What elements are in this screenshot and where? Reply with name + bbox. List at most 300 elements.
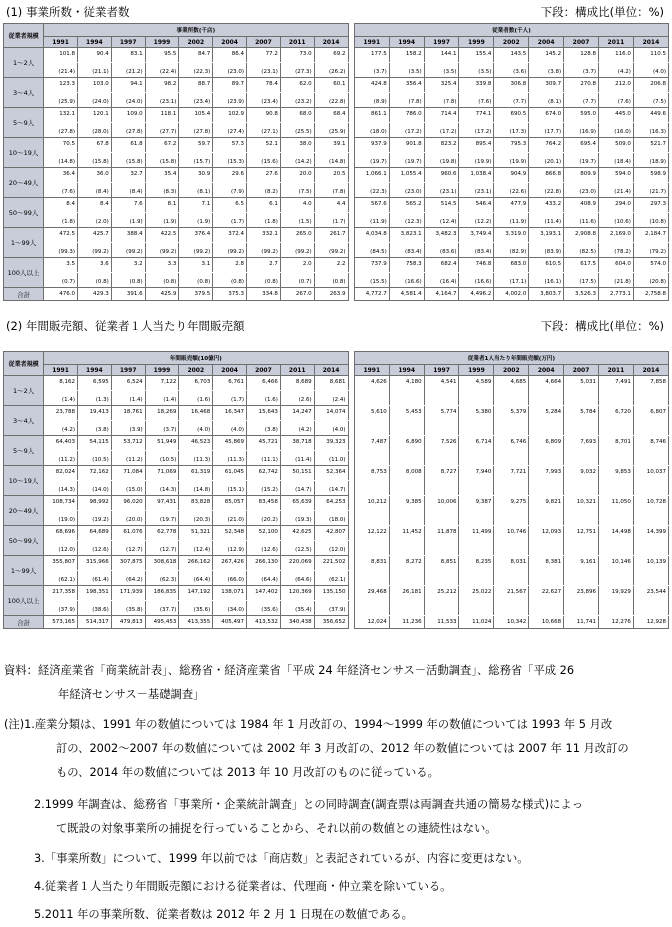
table-cell-value: 90.4 bbox=[77, 48, 111, 63]
table-cell-value: 823.2 bbox=[424, 138, 459, 153]
table-cell-value: 46,523 bbox=[179, 436, 213, 451]
table-cell-value: 7,721 bbox=[494, 466, 529, 496]
table-cell-share: (83.6) bbox=[424, 243, 459, 258]
table-cell-share: (22.8) bbox=[529, 183, 564, 198]
table-cell-value: 62,778 bbox=[145, 526, 179, 541]
table-cell-share: (14.8) bbox=[314, 153, 348, 168]
table-cell-value: 774.1 bbox=[459, 108, 494, 123]
table-cell-value: 4,626 bbox=[354, 376, 389, 406]
table-cell-value: 306.8 bbox=[494, 78, 529, 93]
table-cell-share: (1.6) bbox=[179, 391, 213, 406]
table-cell-share: (27.8) bbox=[179, 123, 213, 138]
table-cell-value: 144.1 bbox=[424, 48, 459, 63]
table-cell-value: 69.2 bbox=[314, 48, 348, 63]
table-cell-share: (3.9) bbox=[111, 421, 145, 436]
table-cell-share: (35.6) bbox=[247, 601, 281, 616]
year-header: 2004 bbox=[529, 37, 564, 48]
total-cell: 12,276 bbox=[598, 616, 633, 629]
size-class-label: 50～99人 bbox=[4, 198, 44, 228]
table-cell-value: 11,452 bbox=[389, 526, 424, 556]
table-cell-value: 4.0 bbox=[280, 198, 314, 213]
total-cell: 11,236 bbox=[389, 616, 424, 629]
group-a-header: 年間販売額(10億円) bbox=[44, 352, 348, 365]
table-cell-share: (83.4) bbox=[459, 243, 494, 258]
table-cell-share: (3.8) bbox=[529, 63, 564, 78]
table-cell-value: 14,074 bbox=[314, 406, 348, 421]
table-cell-value: 6,720 bbox=[598, 406, 633, 436]
year-header: 2004 bbox=[213, 37, 247, 48]
table-cell-value: 2.0 bbox=[280, 258, 314, 273]
table-cell-value: 98.2 bbox=[145, 78, 179, 93]
table-cell-value: 472.5 bbox=[44, 228, 78, 243]
table-cell-value: 5,453 bbox=[389, 406, 424, 436]
size-class-label: 20～49人 bbox=[4, 168, 44, 198]
size-class-label: 3～4人 bbox=[4, 406, 44, 436]
table-cell-value: 309.7 bbox=[529, 78, 564, 93]
table-cell-share: (11.1) bbox=[247, 451, 281, 466]
year-header: 1991 bbox=[44, 37, 78, 48]
table-cell-value: 7,122 bbox=[145, 376, 179, 391]
table-cell-value: 690.5 bbox=[494, 108, 529, 123]
table-cell-share: (3.5) bbox=[424, 63, 459, 78]
table-cell-value: 1,055.4 bbox=[389, 168, 424, 183]
year-header: 2004 bbox=[213, 365, 247, 376]
table-cell-share: (3.7) bbox=[564, 63, 599, 78]
table-cell-share: (34.0) bbox=[213, 601, 247, 616]
table-cell-share: (15.5) bbox=[354, 273, 389, 288]
table-cell-value: 422.5 bbox=[145, 228, 179, 243]
table-cell-value: 433.2 bbox=[529, 198, 564, 213]
table-cell-share: (11.4) bbox=[529, 213, 564, 228]
table-cell-share: (14.8) bbox=[44, 153, 78, 168]
table-cell-share: (19.7) bbox=[564, 153, 599, 168]
year-header: 2014 bbox=[633, 365, 668, 376]
table-cell-value: 604.0 bbox=[598, 258, 633, 273]
table-cell-value: 68.4 bbox=[314, 108, 348, 123]
table-cell-value: 266,162 bbox=[179, 556, 213, 571]
table-cell-share: (8.9) bbox=[354, 93, 389, 108]
table-cell-share: (15.2) bbox=[247, 481, 281, 496]
table-cell-value: 4,180 bbox=[389, 376, 424, 406]
total-cell: 405,497 bbox=[213, 616, 247, 629]
table-cell-share: (3.5) bbox=[389, 63, 424, 78]
table-cell-value: 143.5 bbox=[494, 48, 529, 63]
total-cell: 2,773.1 bbox=[598, 288, 633, 301]
table-cell-value: 67.2 bbox=[145, 138, 179, 153]
table-cell-value: 683.0 bbox=[494, 258, 529, 273]
table-cell-share: (99.2) bbox=[111, 243, 145, 258]
size-class-label: 5～9人 bbox=[4, 108, 44, 138]
table-cell-value: 16,468 bbox=[179, 406, 213, 421]
table-cell-share: (4.2) bbox=[44, 421, 78, 436]
table-cell-share: (24.0) bbox=[111, 93, 145, 108]
row-header-label: 従業者規模 bbox=[4, 352, 44, 376]
table-cell-share: (1.6) bbox=[247, 391, 281, 406]
table-cell-share: (10.8) bbox=[633, 213, 668, 228]
table-cell-value: 64,253 bbox=[314, 496, 348, 511]
total-cell: 573,165 bbox=[44, 616, 78, 629]
table-cell-value: 8.1 bbox=[145, 198, 179, 213]
table-cell-value: 261.7 bbox=[314, 228, 348, 243]
table-cell-share: (38.6) bbox=[77, 601, 111, 616]
table-cell-value: 19,413 bbox=[77, 406, 111, 421]
table-cell-value: 147,192 bbox=[179, 586, 213, 601]
table-cell-share: (4.0) bbox=[179, 421, 213, 436]
table-cell-value: 7.1 bbox=[179, 198, 213, 213]
table-cell-share: (1.9) bbox=[145, 213, 179, 228]
total-cell: 4,496.2 bbox=[459, 288, 494, 301]
table-cell-share: (12.0) bbox=[314, 541, 348, 556]
table-cell-value: 68.0 bbox=[280, 108, 314, 123]
table-cell-value: 308,618 bbox=[145, 556, 179, 571]
table-cell-value: 6,703 bbox=[179, 376, 213, 391]
table-cell-value: 30.9 bbox=[179, 168, 213, 183]
table-cell-share: (18.4) bbox=[598, 153, 633, 168]
table-cell-share: (8.4) bbox=[77, 183, 111, 198]
table-cell-share: (0.8) bbox=[314, 273, 348, 288]
table-cell-value: 3.1 bbox=[179, 258, 213, 273]
row-header-label: 従業者規模 bbox=[4, 24, 44, 48]
table-cell-value: 158.2 bbox=[389, 48, 424, 63]
table-cell-value: 8,162 bbox=[44, 376, 78, 391]
table-cell-value: 339.8 bbox=[459, 78, 494, 93]
section1-unit-note: 下段：構成比(単位：%) bbox=[540, 5, 664, 19]
table-cell-share: (19.8) bbox=[424, 153, 459, 168]
table-cell-share: (35.6) bbox=[179, 601, 213, 616]
table-cell-share: (14.2) bbox=[280, 153, 314, 168]
table-cell-value: 60.1 bbox=[314, 78, 348, 93]
table-cell-value: 521.7 bbox=[633, 138, 668, 153]
table-cell-value: 2.8 bbox=[213, 258, 247, 273]
table-cell-value: 8,681 bbox=[314, 376, 348, 391]
table-cell-share: (23.1) bbox=[459, 183, 494, 198]
table-cell-share: (64.2) bbox=[111, 571, 145, 586]
year-header: 2014 bbox=[314, 365, 348, 376]
table-cell-share: (23.0) bbox=[213, 63, 247, 78]
table-cell-share: (20.8) bbox=[633, 273, 668, 288]
table-cell-share: (7.6) bbox=[459, 93, 494, 108]
table-cell-value: 8,746 bbox=[633, 436, 668, 466]
table-cell-value: 135,150 bbox=[314, 586, 348, 601]
year-header: 2002 bbox=[494, 37, 529, 48]
table-cell-value: 22,627 bbox=[529, 586, 564, 616]
table-cell-share: (14.7) bbox=[314, 481, 348, 496]
size-class-label: 3～4人 bbox=[4, 78, 44, 108]
table-cell-value: 10,212 bbox=[354, 496, 389, 526]
table-cell-share: (3.5) bbox=[459, 63, 494, 78]
size-class-label: 1～2人 bbox=[4, 48, 44, 78]
group-a-header: 事業所数(千店) bbox=[44, 24, 348, 37]
table-cell-share: (78.2) bbox=[598, 243, 633, 258]
table-cell-value: 82,024 bbox=[44, 466, 78, 481]
year-header: 1999 bbox=[459, 365, 494, 376]
table-cell-value: 904.9 bbox=[494, 168, 529, 183]
section2-title: (2) 年間販売額、従業者１人当たり年間販売額 bbox=[6, 319, 245, 333]
table-cell-value: 4,541 bbox=[424, 376, 459, 406]
table-cell-share: (3.6) bbox=[494, 63, 529, 78]
table-cell-value: 101.8 bbox=[44, 48, 78, 63]
table-cell-value: 9,161 bbox=[564, 556, 599, 586]
table-cell-share: (11.2) bbox=[44, 451, 78, 466]
table-cell-value: 3,749.4 bbox=[459, 228, 494, 243]
table-cell-value: 138,071 bbox=[213, 586, 247, 601]
year-header: 1991 bbox=[44, 365, 78, 376]
table-cell-value: 186,835 bbox=[145, 586, 179, 601]
table-cell-share: (12.4) bbox=[424, 213, 459, 228]
table-cell-share: (14.3) bbox=[44, 481, 78, 496]
table-cell-value: 25,212 bbox=[424, 586, 459, 616]
table-cell-share: (17.2) bbox=[459, 123, 494, 138]
table-cell-value: 39.1 bbox=[314, 138, 348, 153]
total-cell: 391.6 bbox=[111, 288, 145, 301]
table-cell-share: (19.2) bbox=[77, 511, 111, 526]
table-cell-share: (11.0) bbox=[314, 451, 348, 466]
table-cell-share: (17.3) bbox=[494, 123, 529, 138]
total-cell: 356,652 bbox=[314, 616, 348, 629]
table-cell-share: (17.1) bbox=[494, 273, 529, 288]
table-cell-share: (7.5) bbox=[633, 93, 668, 108]
table-cell-value: 8,008 bbox=[389, 466, 424, 496]
table-cell-value: 10,146 bbox=[598, 556, 633, 586]
table-cell-share: (27.3) bbox=[280, 63, 314, 78]
table-cell-value: 7,491 bbox=[598, 376, 633, 406]
table-cell-value: 26,181 bbox=[389, 586, 424, 616]
table-cell-share: (22.6) bbox=[494, 183, 529, 198]
total-cell: 4,164.7 bbox=[424, 288, 459, 301]
table-cell-value: 109.0 bbox=[111, 108, 145, 123]
table-cell-share: (79.2) bbox=[633, 243, 668, 258]
table-cell-value: 8,753 bbox=[354, 466, 389, 496]
table-cell-value: 714.4 bbox=[424, 108, 459, 123]
table-cell-value: 595.0 bbox=[564, 108, 599, 123]
table-cell-value: 38.0 bbox=[280, 138, 314, 153]
table-cell-value: 477.9 bbox=[494, 198, 529, 213]
table-cell-value: 11,050 bbox=[598, 496, 633, 526]
total-cell: 4,581.4 bbox=[389, 288, 424, 301]
table-cell-share: (23.1) bbox=[145, 93, 179, 108]
table-cell-value: 212.0 bbox=[598, 78, 633, 93]
table-cell-share: (2.0) bbox=[77, 213, 111, 228]
table-cell-value: 695.4 bbox=[564, 138, 599, 153]
table-cell-share: (37.7) bbox=[145, 601, 179, 616]
year-header: 1991 bbox=[354, 365, 389, 376]
table-cell-value: 21,567 bbox=[494, 586, 529, 616]
table-cell-share: (11.6) bbox=[564, 213, 599, 228]
year-header: 2002 bbox=[179, 365, 213, 376]
table-cell-share: (12.2) bbox=[459, 213, 494, 228]
table-cell-value: 7,487 bbox=[354, 436, 389, 466]
table-cell-value: 372.4 bbox=[213, 228, 247, 243]
table-cell-share: (11.9) bbox=[494, 213, 529, 228]
year-header: 1997 bbox=[424, 365, 459, 376]
table-cell-share: (12.4) bbox=[179, 541, 213, 556]
table-cell-value: 116.0 bbox=[598, 48, 633, 63]
table-cell-share: (22.3) bbox=[179, 63, 213, 78]
table-cell-share: (20.1) bbox=[529, 153, 564, 168]
table-cell-share: (12.9) bbox=[213, 541, 247, 556]
table-cell-value: 35.4 bbox=[145, 168, 179, 183]
table-cell-share: (19.7) bbox=[389, 153, 424, 168]
table-cell-value: 132.1 bbox=[44, 108, 78, 123]
table-cell-value: 265.0 bbox=[280, 228, 314, 243]
table-cell-value: 77.2 bbox=[247, 48, 281, 63]
table-cell-value: 3.3 bbox=[145, 258, 179, 273]
table-cell-value: 221,502 bbox=[314, 556, 348, 571]
total-cell: 10,342 bbox=[494, 616, 529, 629]
table-cell-value: 14,498 bbox=[598, 526, 633, 556]
table-cell-value: 29.6 bbox=[213, 168, 247, 183]
table-cell-value: 52,348 bbox=[213, 526, 247, 541]
table-cell-value: 294.0 bbox=[598, 198, 633, 213]
table-cell-value: 3,193.1 bbox=[529, 228, 564, 243]
table-cell-value: 4.4 bbox=[314, 198, 348, 213]
table-cell-share: (99.2) bbox=[145, 243, 179, 258]
year-header: 2007 bbox=[564, 365, 599, 376]
size-class-label: 100人以上 bbox=[4, 586, 44, 616]
total-cell: 3,803.7 bbox=[529, 288, 564, 301]
total-cell: 413,532 bbox=[247, 616, 281, 629]
total-cell: 267.0 bbox=[280, 288, 314, 301]
table-cell-value: 5,031 bbox=[564, 376, 599, 406]
table-cell-value: 51,949 bbox=[145, 436, 179, 451]
table-cell-value: 795.3 bbox=[494, 138, 529, 153]
year-header: 1994 bbox=[389, 37, 424, 48]
table-cell-value: 7,693 bbox=[564, 436, 599, 466]
table-cell-share: (12.0) bbox=[44, 541, 78, 556]
table-cell-share: (22.8) bbox=[314, 93, 348, 108]
table-cell-share: (1.8) bbox=[44, 213, 78, 228]
year-header: 2002 bbox=[494, 365, 529, 376]
table-cell-value: 5,610 bbox=[354, 406, 389, 436]
table-cell-value: 52,100 bbox=[247, 526, 281, 541]
table-cell-share: (28.0) bbox=[77, 123, 111, 138]
table-cell-value: 10,006 bbox=[424, 496, 459, 526]
table-cell-value: 11,878 bbox=[424, 526, 459, 556]
table-cell-share: (99.2) bbox=[179, 243, 213, 258]
size-class-label: 1～99人 bbox=[4, 556, 44, 586]
note3: 3.「事業所数」について、1999 年以前では「商店数」と表記されているが、内容に変更はない。 bbox=[34, 852, 529, 865]
table-cell-value: 53,712 bbox=[111, 436, 145, 451]
total-cell: 2,758.8 bbox=[633, 288, 668, 301]
table-cell-value: 18,269 bbox=[145, 406, 179, 421]
group-b-header: 従業者数(千人) bbox=[354, 24, 668, 37]
table-cell-value: 217,358 bbox=[44, 586, 78, 601]
table-cell-value: 6,595 bbox=[77, 376, 111, 391]
table-cell-value: 509.0 bbox=[598, 138, 633, 153]
table-cell-value: 57.3 bbox=[213, 138, 247, 153]
table-cell-value: 36.4 bbox=[44, 168, 78, 183]
total-cell: 425.9 bbox=[145, 288, 179, 301]
table-cell-value: 8,851 bbox=[424, 556, 459, 586]
table-cell-share: (21.0) bbox=[213, 511, 247, 526]
table-cell-share: (15.8) bbox=[111, 153, 145, 168]
table-cell-value: 937.9 bbox=[354, 138, 389, 153]
table-cell-value: 9,853 bbox=[598, 466, 633, 496]
table-cell-value: 5,380 bbox=[459, 406, 494, 436]
table-cell-value: 866.8 bbox=[529, 168, 564, 183]
table-cell-share: (61.4) bbox=[77, 571, 111, 586]
table-cell-value: 171,939 bbox=[111, 586, 145, 601]
table-cell-value: 8,272 bbox=[389, 556, 424, 586]
year-header: 1991 bbox=[354, 37, 389, 48]
table-cell-share: (0.8) bbox=[145, 273, 179, 288]
total-cell: 379.5 bbox=[179, 288, 213, 301]
table-cell-share: (22.3) bbox=[354, 183, 389, 198]
table-cell-value: 270.8 bbox=[564, 78, 599, 93]
total-cell: 334.8 bbox=[247, 288, 281, 301]
table-cell-share: (11.3) bbox=[179, 451, 213, 466]
table-cell-value: 29,468 bbox=[354, 586, 389, 616]
table-cell-value: 4,685 bbox=[494, 376, 529, 406]
table-cell-share: (25.5) bbox=[280, 123, 314, 138]
table-cell-value: 120,369 bbox=[280, 586, 314, 601]
table-cell-share: (4.2) bbox=[598, 63, 633, 78]
note2-line-2: て既設の対象事業所の捕捉を行っていることから、それ以前の数値との連続性はない。 bbox=[56, 822, 497, 835]
table-cell-value: 108,734 bbox=[44, 496, 78, 511]
table-cell-value: 68,696 bbox=[44, 526, 78, 541]
table-cell-value: 52.1 bbox=[247, 138, 281, 153]
table-cell-value: 355,807 bbox=[44, 556, 78, 571]
year-header: 2011 bbox=[598, 365, 633, 376]
year-header: 2007 bbox=[247, 37, 281, 48]
table-cell-value: 6.1 bbox=[247, 198, 281, 213]
table-cell-share: (1.3) bbox=[77, 391, 111, 406]
table-cell-value: 737.9 bbox=[354, 258, 389, 273]
table-cell-value: 4,034.8 bbox=[354, 228, 389, 243]
table-cell-value: 51,321 bbox=[179, 526, 213, 541]
table-cell-share: (2.6) bbox=[280, 391, 314, 406]
table-cell-share: (62.3) bbox=[145, 571, 179, 586]
table-cell-value: 15,643 bbox=[247, 406, 281, 421]
section2-unit-note: 下段：構成比(単位：%) bbox=[540, 319, 664, 333]
table-cell-value: 8,689 bbox=[280, 376, 314, 391]
year-header: 2011 bbox=[598, 37, 633, 48]
table-cell-share: (27.7) bbox=[145, 123, 179, 138]
size-class-label: 20～49人 bbox=[4, 496, 44, 526]
table-cell-share: (11.9) bbox=[354, 213, 389, 228]
table-cell-value: 315,966 bbox=[77, 556, 111, 571]
table-cell-share: (62.1) bbox=[44, 571, 78, 586]
table-cell-value: 5,284 bbox=[529, 406, 564, 436]
table-cell-share: (1.5) bbox=[280, 213, 314, 228]
table-cell-share: (1.7) bbox=[213, 391, 247, 406]
size-class-label: 1～99人 bbox=[4, 228, 44, 258]
table-cell-share: (1.4) bbox=[111, 391, 145, 406]
table-cell-value: 4,664 bbox=[529, 376, 564, 406]
table-cell-share: (21.7) bbox=[633, 183, 668, 198]
table-cell-share: (4.2) bbox=[280, 421, 314, 436]
table-cell-value: 3,319.0 bbox=[494, 228, 529, 243]
table-cell-share: (12.6) bbox=[77, 541, 111, 556]
table-cell-share: (99.2) bbox=[247, 243, 281, 258]
total-cell: 11,024 bbox=[459, 616, 494, 629]
total-cell: 12,024 bbox=[354, 616, 389, 629]
table-cell-share: (7.7) bbox=[494, 93, 529, 108]
total-cell: 12,928 bbox=[633, 616, 668, 629]
note1-line-3: もの、2014 年の数値については 2013 年 10 月改訂のものに従っている。 bbox=[56, 766, 439, 779]
table-cell-value: 14,399 bbox=[633, 526, 668, 556]
table-cell-value: 39,323 bbox=[314, 436, 348, 451]
table-cell-share: (3.8) bbox=[247, 421, 281, 436]
year-header: 1997 bbox=[424, 37, 459, 48]
table-cell-share: (99.2) bbox=[77, 243, 111, 258]
table-cell-value: 23,544 bbox=[633, 586, 668, 616]
table-cell-value: 61.8 bbox=[111, 138, 145, 153]
table-cell-value: 598.9 bbox=[633, 168, 668, 183]
table-cell-value: 901.8 bbox=[389, 138, 424, 153]
total-cell: 11,533 bbox=[424, 616, 459, 629]
table-cell-share: (99.3) bbox=[44, 243, 78, 258]
